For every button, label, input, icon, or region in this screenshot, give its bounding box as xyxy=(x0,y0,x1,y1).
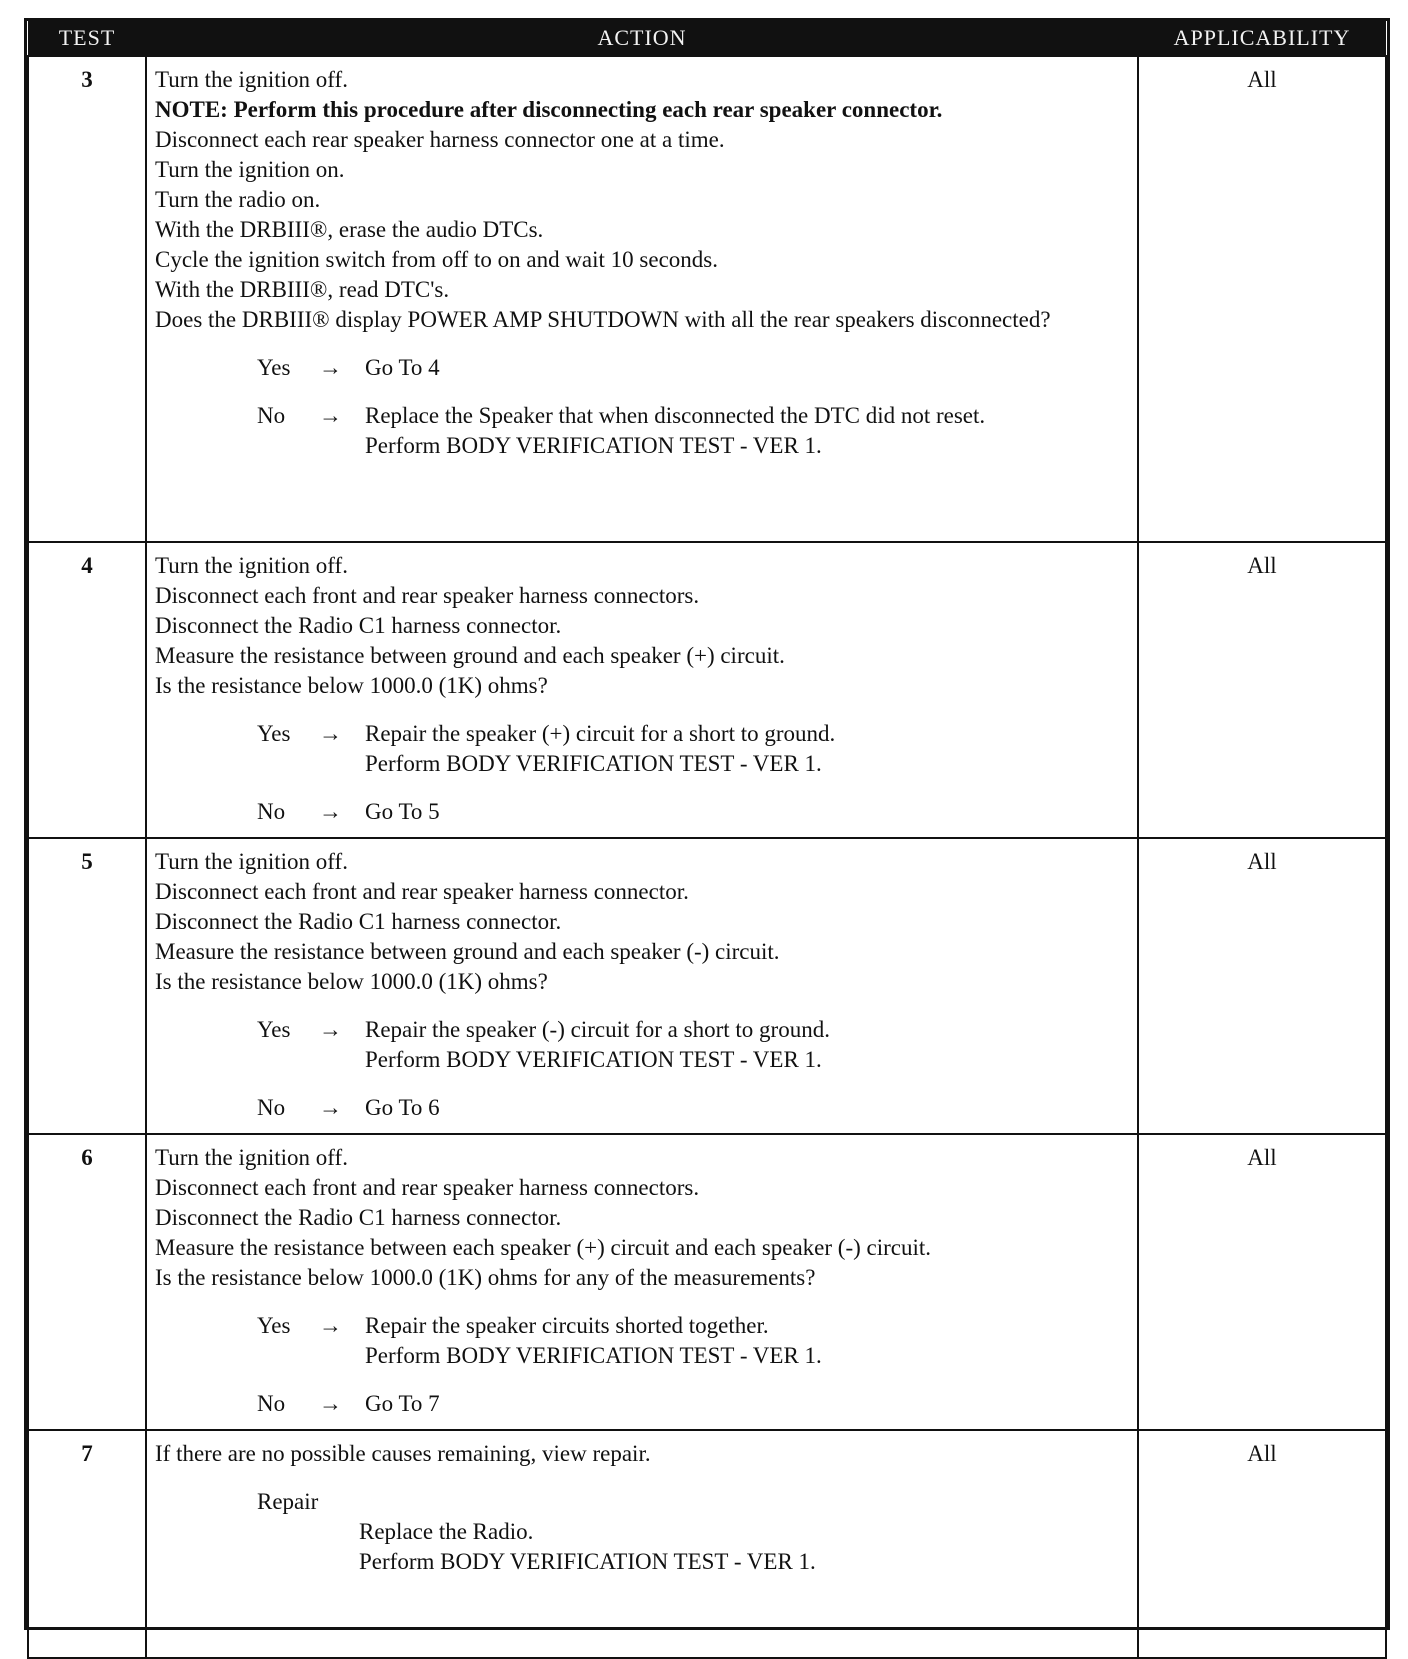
result-line: Perform BODY VERIFICATION TEST - VER 1. xyxy=(365,433,822,458)
no-result xyxy=(365,797,1129,827)
yes-result xyxy=(365,1311,1129,1371)
repair-line: Perform BODY VERIFICATION TEST - VER 1. xyxy=(359,1549,816,1574)
action-line: Turn the ignition off. xyxy=(155,553,348,578)
header-test: TEST xyxy=(28,21,146,56)
right-arrow-icon: → xyxy=(319,403,342,428)
test-number: 3 xyxy=(28,56,146,542)
no-label: No xyxy=(257,1391,286,1416)
no-result xyxy=(365,1093,1129,1123)
right-arrow-icon: → xyxy=(319,1095,342,1120)
action-line: With the DRBIII®, read DTC's. xyxy=(155,277,450,302)
test-number: 5 xyxy=(28,838,146,1134)
no-branch xyxy=(155,797,1129,827)
action-line: Turn the ignition off. xyxy=(155,67,348,92)
repair-line: Replace the Radio. xyxy=(359,1519,534,1544)
yes-label: Yes xyxy=(257,1017,291,1042)
action-line: With the DRBIII®, erase the audio DTCs. xyxy=(155,217,544,242)
no-branch xyxy=(155,1389,1129,1419)
action-line: Turn the ignition on. xyxy=(155,157,345,182)
action-line: Disconnect the Radio C1 harness connector. xyxy=(155,909,562,934)
no-branch xyxy=(155,401,1129,461)
action-line: Turn the ignition off. xyxy=(155,849,348,874)
question-text: Is the resistance below 1000.0 (1K) ohms for any of the measurements? xyxy=(155,1265,816,1290)
header-applicability: APPLICABILITY xyxy=(1138,21,1386,56)
yes-branch xyxy=(155,719,1129,779)
applicability-cell: All xyxy=(1138,1134,1386,1430)
test-row-5 xyxy=(28,838,1386,1134)
test-number: 7 xyxy=(28,1430,146,1658)
table-header-row xyxy=(28,21,1386,56)
action-line: Measure the resistance between each speaker (+) circuit and each speaker (-) circuit. xyxy=(155,1235,932,1260)
question-text: Does the DRBIII® display POWER AMP SHUTDOWN with all the rear speakers disconnected? xyxy=(155,307,1051,332)
yes-result xyxy=(365,1015,1129,1075)
right-arrow-icon: → xyxy=(319,799,342,824)
yes-label: Yes xyxy=(257,721,291,746)
no-label: No xyxy=(257,403,286,428)
yes-label: Yes xyxy=(257,1313,291,1338)
repair-label: Repair xyxy=(257,1489,319,1514)
right-arrow-icon: → xyxy=(319,721,342,746)
result-line: Repair the speaker circuits shorted together. xyxy=(365,1313,769,1338)
no-label: No xyxy=(257,1095,286,1120)
no-branch xyxy=(155,1093,1129,1123)
action-line: Turn the ignition off. xyxy=(155,1145,348,1170)
right-arrow-icon: → xyxy=(319,1313,342,1338)
yes-label: Yes xyxy=(257,355,291,380)
action-line: Measure the resistance between ground and each speaker (-) circuit. xyxy=(155,939,780,964)
test-row-4 xyxy=(28,542,1386,838)
action-line: Disconnect each rear speaker harness connector one at a time. xyxy=(155,127,725,152)
yes-branch xyxy=(155,1311,1129,1371)
procedure-sheet xyxy=(24,18,1390,1630)
note-text: NOTE: Perform this procedure after disconnecting each rear speaker connector. xyxy=(155,97,943,122)
action-cell xyxy=(146,1134,1138,1430)
result-line: Perform BODY VERIFICATION TEST - VER 1. xyxy=(365,1343,822,1368)
test-procedure-table xyxy=(27,21,1387,1659)
result-line: Perform BODY VERIFICATION TEST - VER 1. xyxy=(365,751,822,776)
question-text: Is the resistance below 1000.0 (1K) ohms? xyxy=(155,969,548,994)
action-cell xyxy=(146,838,1138,1134)
test-number: 4 xyxy=(28,542,146,838)
result-line: Perform BODY VERIFICATION TEST - VER 1. xyxy=(365,1047,822,1072)
yes-branch xyxy=(155,353,1129,383)
applicability-cell: All xyxy=(1138,56,1386,542)
yes-branch xyxy=(155,1015,1129,1075)
test-number: 6 xyxy=(28,1134,146,1430)
header-action: ACTION xyxy=(146,21,1138,56)
test-row-3 xyxy=(28,56,1386,542)
no-result xyxy=(365,1389,1129,1419)
no-label: No xyxy=(257,799,286,824)
right-arrow-icon: → xyxy=(319,1017,342,1042)
repair-steps xyxy=(359,1517,1129,1577)
action-line: Disconnect the Radio C1 harness connector. xyxy=(155,1205,562,1230)
question-text: Is the resistance below 1000.0 (1K) ohms? xyxy=(155,673,548,698)
applicability-cell: All xyxy=(1138,838,1386,1134)
action-cell xyxy=(146,56,1138,542)
action-line: Measure the resistance between ground and each speaker (+) circuit. xyxy=(155,643,785,668)
no-result xyxy=(365,401,1129,461)
test-row-6 xyxy=(28,1134,1386,1430)
right-arrow-icon: → xyxy=(319,1391,342,1416)
action-line: If there are no possible causes remaining, view repair. xyxy=(155,1441,651,1466)
yes-result xyxy=(365,353,1129,383)
applicability-cell: All xyxy=(1138,542,1386,838)
result-line: Go To 4 xyxy=(365,355,440,380)
applicability-cell: All xyxy=(1138,1430,1386,1658)
action-cell xyxy=(146,542,1138,838)
result-line: Go To 7 xyxy=(365,1391,440,1416)
action-line: Turn the radio on. xyxy=(155,187,321,212)
right-arrow-icon: → xyxy=(319,355,342,380)
action-line: Disconnect each front and rear speaker harness connectors. xyxy=(155,1175,700,1200)
result-line: Replace the Speaker that when disconnected the DTC did not reset. xyxy=(365,403,986,428)
action-line: Disconnect each front and rear speaker harness connectors. xyxy=(155,583,700,608)
result-line: Go To 6 xyxy=(365,1095,440,1120)
test-row-7 xyxy=(28,1430,1386,1658)
yes-result xyxy=(365,719,1129,779)
result-line: Go To 5 xyxy=(365,799,440,824)
result-line: Repair the speaker (+) circuit for a short to ground. xyxy=(365,721,836,746)
action-cell xyxy=(146,1430,1138,1658)
action-line: Disconnect the Radio C1 harness connector. xyxy=(155,613,562,638)
result-line: Repair the speaker (-) circuit for a short to ground. xyxy=(365,1017,830,1042)
action-line: Disconnect each front and rear speaker harness connector. xyxy=(155,879,689,904)
action-line: Cycle the ignition switch from off to on and wait 10 seconds. xyxy=(155,247,718,272)
